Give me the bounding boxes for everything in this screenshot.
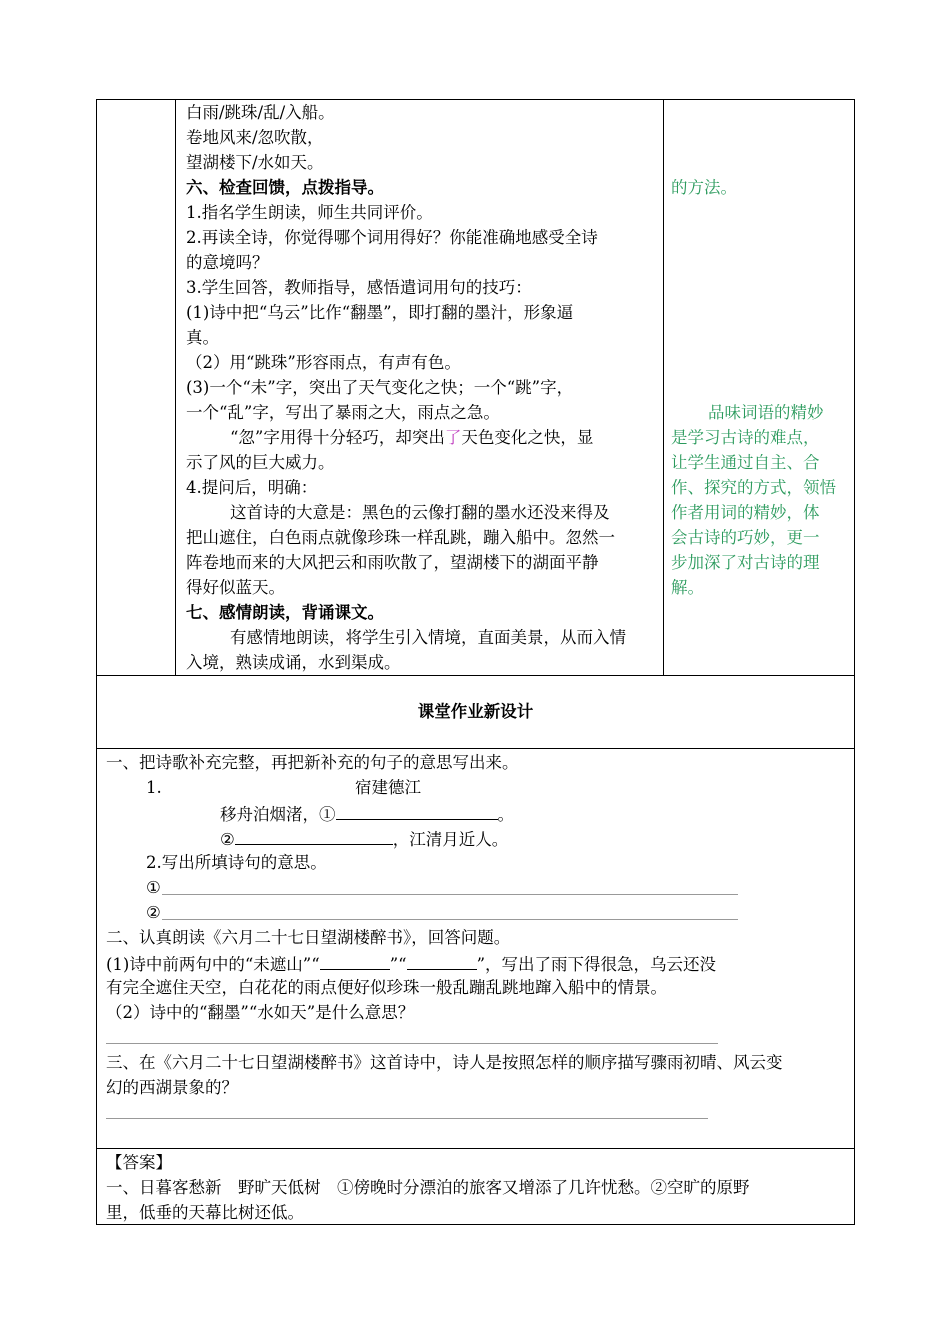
question-2-heading: 二、认真朗读《六月二十七日望湖楼醉书》，回答问题。	[106, 928, 511, 947]
answer-1: 一、日暮客愁新 野旷天低树 ①傍晚时分漂泊的旅客又增添了几许忧愁。②空旷的原野	[106, 1178, 750, 1197]
q2-part-1-text-a: (1)诗中前两句中的“未遮山”“	[106, 955, 320, 974]
question-1-number: 1.	[146, 778, 162, 797]
question-2-part-2: （2）诗中的“翻墨”“水如天”是什么意思？	[106, 1003, 415, 1022]
section-7-line-2: 入境，熟读成诵，水到渠成。	[186, 653, 401, 672]
poem-meaning-line-2: 把山遮住，白色雨点就像珍珠一样乱跳，蹦入船中。忽然一	[186, 528, 615, 547]
section-6-point-2: （2）用“跳珠”形容雨点，有声有色。	[186, 353, 461, 372]
fill-blank-4[interactable]	[407, 951, 477, 970]
section-6-heading: 六、检查回馈，点拨指导。	[186, 178, 384, 197]
question-2-part-1-cont: 有完全遮住天空，白花花的雨点便好似珍珠一般乱蹦乱跳地蹿入船中的情景。	[106, 978, 667, 997]
poem-meaning-line-4: 得好似蓝天。	[186, 578, 285, 597]
poem-fill-line-2	[220, 826, 508, 852]
fill-line-2-marker: ②	[220, 830, 235, 849]
point-4-text-b: 天色变化之快，显	[461, 428, 594, 447]
section-6-item-1: 1.指名学生朗读，师生共同评价。	[186, 203, 433, 222]
note-line-4: 作、探究的方式，领悟	[671, 478, 836, 497]
note-line-2: 是学习古诗的难点，	[671, 428, 820, 447]
question-3: 三、在《六月二十七日望湖楼醉书》这首诗中，诗人是按照怎样的顺序描写骤雨初晴、风云变	[106, 1053, 783, 1072]
poem-meaning-line-1: 这首诗的大意是：黑色的云像打翻的墨水还没来得及	[230, 503, 610, 522]
section-6-point-1: (1)诗中把“乌云”比作“翻墨”，即打翻的墨汁，形象逼	[186, 303, 574, 322]
section-7-heading: 七、感情朗读，背诵课文。	[186, 603, 384, 622]
answer-line-3[interactable]	[106, 1043, 718, 1044]
section-6-point-4-cont: 示了风的巨大威力。	[186, 453, 335, 472]
answer-line-2[interactable]	[162, 919, 738, 920]
highlighted-char: 了	[444, 428, 462, 447]
note-line-3: 让学生通过自主、合	[671, 453, 820, 472]
poem-line-1: 白雨/跳珠/乱/入船。	[186, 103, 335, 122]
note-line-5: 作者用词的精妙，体	[671, 503, 820, 522]
question-3-cont: 幻的西湖景象的？	[106, 1078, 238, 1097]
answer-line-4[interactable]	[106, 1118, 708, 1119]
table-border-left	[96, 99, 97, 1225]
fill-blank-2[interactable]	[235, 826, 393, 845]
row-divider-2	[96, 748, 855, 749]
q2-part-1-text-c: ”，写出了雨下得很急，乌云还没	[476, 955, 716, 974]
note-line-8: 解。	[671, 578, 704, 597]
poem-title: 宿建德江	[355, 778, 421, 797]
note-line-6: 会古诗的巧妙，更一	[671, 528, 820, 547]
q2-part-1-text-b: ”“	[389, 955, 407, 974]
answer-marker-1: ①	[146, 878, 161, 897]
column-divider-1	[175, 99, 176, 676]
answer-1-cont: 里，低垂的天幕比树还低。	[106, 1203, 304, 1222]
question-1-sub-2: 2.写出所填诗句的意思。	[146, 853, 327, 872]
section-6-item-2: 2.再读全诗，你觉得哪个词用得好？你能准确地感受全诗	[186, 228, 598, 247]
row-divider-1	[96, 675, 855, 676]
poem-line-3: 望湖楼下/水如天。	[186, 153, 324, 172]
table-border-right	[854, 99, 855, 1225]
section-6-item-4: 4.提问后，明确：	[186, 478, 318, 497]
note-line-7: 步加深了对古诗的理	[671, 553, 820, 572]
table-border-top	[96, 99, 855, 100]
poem-line-2: 卷地风来/忽吹散，	[186, 128, 324, 147]
homework-title: 课堂作业新设计	[417, 702, 534, 721]
note-line-1: 品味词语的精妙	[708, 403, 824, 422]
fill-blank-1[interactable]	[336, 801, 498, 820]
row-divider-3	[96, 1148, 855, 1149]
section-6-point-1-cont: 真。	[186, 328, 219, 347]
section-6-point-4	[230, 426, 593, 450]
answer-marker-2: ②	[146, 903, 161, 922]
fill-line-2-text: ，江清月近人。	[392, 830, 509, 849]
column-divider-2	[663, 99, 664, 676]
answer-line-1[interactable]	[162, 894, 738, 895]
section-7-line-1: 有感情地朗读，将学生引入情境，直面美景，从而入情	[230, 628, 626, 647]
section-6-item-2-cont: 的意境吗？	[186, 253, 269, 272]
section-6-item-3: 3.学生回答，教师指导，感悟遣词用句的技巧：	[186, 278, 532, 297]
fill-line-1-text: 移舟泊烟渚，①	[220, 805, 336, 824]
poem-meaning-line-3: 阵卷地而来的大风把云和雨吹散了，望湖楼下的湖面平静	[186, 553, 599, 572]
fill-blank-3[interactable]	[320, 951, 390, 970]
question-2-part-1	[106, 951, 716, 977]
note-method: 的方法。	[671, 178, 737, 197]
point-4-text-a: “忽”字用得十分轻巧，却突出	[230, 428, 445, 447]
poem-fill-line-1	[220, 801, 514, 827]
question-1-heading: 一、把诗歌补充完整，再把新补充的句子的意思写出来。	[106, 753, 519, 772]
fill-line-1-end: 。	[497, 805, 514, 824]
section-6-point-3-cont: 一个“乱”字，写出了暴雨之大，雨点之急。	[186, 403, 500, 422]
section-6-point-3: (3)一个“未”字，突出了天气变化之快；一个“跳”字，	[186, 378, 574, 397]
answers-label: 【答案】	[106, 1153, 172, 1172]
